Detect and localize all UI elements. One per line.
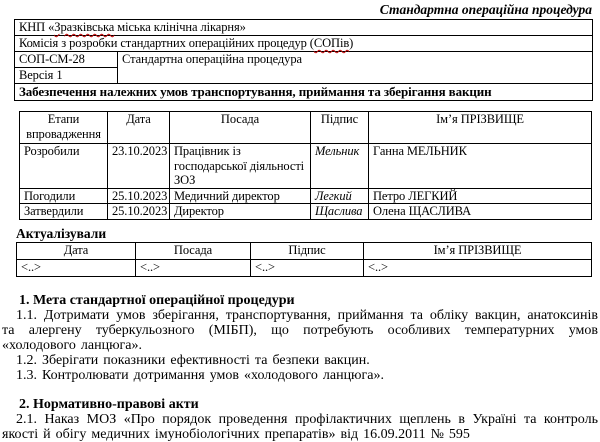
paragraph-1-1: 1.1. Дотримати умов зберігання, транспортування, приймання та обліку вакцин, анатоксинів та алергену туберкульозного (МІБП), що потребують особливих температурних умов «холодового ланцюга». [2, 307, 598, 353]
date-cell: 25.10.2023 [108, 204, 170, 220]
paragraph-2-1: 2.1. Наказ МОЗ «Про порядок проведення профілактичних щеплень в Україні та контроль якості й обігу медичних імунобіологічних препаратів» від 16.09.2011 № 595 [2, 411, 598, 442]
sop-title-cell: Забезпечення належних умов транспортування, приймання та зберігання вакцин [15, 84, 593, 101]
approval-row-approved [20, 204, 592, 220]
organization-row [15, 20, 593, 36]
approval-table [19, 111, 592, 220]
update-header-row [17, 242, 592, 259]
header-table [14, 19, 593, 101]
date-cell: 25.10.2023 [108, 188, 170, 204]
col-header-signature: Підпис [251, 242, 364, 259]
placeholder-cell: <..> [136, 259, 251, 276]
code-row [15, 52, 593, 68]
col-header-position: Посада [136, 242, 251, 259]
document-type-heading: Стандартна операційна процедура [379, 2, 592, 17]
document-body [0, 293, 600, 442]
signature-cell: Щаслива [311, 204, 369, 220]
placeholder-cell: <..> [17, 259, 136, 276]
commission-misspelled-word: СОПів [313, 36, 350, 50]
position-cell: Працівник із господарської діяльності ЗОЗ [170, 144, 311, 189]
position-cell: Директор [170, 204, 311, 220]
version-cell: Версія 1 [15, 68, 118, 84]
section-1-heading: 1. Мета стандартної операційної процедури [19, 292, 295, 308]
organization-misspelled-word: Зразківська [54, 20, 115, 34]
paragraph-1-3: 1.3. Контролювати дотримання умов «холодового ланцюга». [16, 367, 384, 383]
stage-cell: Затвердили [20, 204, 108, 220]
col-header-position: Посада [170, 112, 311, 144]
sop-title-row [15, 84, 593, 101]
sop-code-cell: СОП-СМ-28 [15, 52, 118, 68]
approval-row-agreed [20, 188, 592, 204]
placeholder-cell: <..> [251, 259, 364, 276]
signature-cell: Легкий [311, 188, 369, 204]
organization-text-suffix: міська клінічна лікарня» [114, 20, 246, 34]
commission-text-suffix: ) [349, 36, 354, 50]
update-placeholder-row [17, 259, 592, 276]
doc-type-cell: Стандартна операційна процедура [118, 52, 593, 84]
col-header-stage: Етапи впровадження [20, 112, 108, 144]
name-cell: Олена ЩАСЛИВА [369, 204, 592, 220]
update-section-label: Актуалізували [16, 225, 107, 241]
col-header-date: Дата [108, 112, 170, 144]
organization-text-prefix: КНП « [19, 20, 55, 34]
stage-cell: Розробили [20, 144, 108, 189]
col-header-name: Ім’я ПРІЗВИЩЕ [369, 112, 592, 144]
placeholder-cell: <..> [364, 259, 592, 276]
col-header-name: Ім’я ПРІЗВИЩЕ [364, 242, 592, 259]
organization-cell [15, 20, 593, 36]
position-cell: Медичний директор [170, 188, 311, 204]
col-header-date: Дата [17, 242, 136, 259]
col-header-signature: Підпис [311, 112, 369, 144]
section-2-heading: 2. Нормативно-правові акти [19, 396, 199, 412]
commission-cell [15, 36, 593, 52]
commission-row [15, 36, 593, 52]
stage-cell: Погодили [20, 188, 108, 204]
name-cell: Петро ЛЕГКИЙ [369, 188, 592, 204]
signature-cell: Мельник [311, 144, 369, 189]
update-table [16, 242, 592, 277]
commission-text-prefix: Комісія з розробки стандартних операційних процедур ( [19, 36, 314, 50]
approval-row-developed [20, 144, 592, 189]
name-cell: Ганна МЕЛЬНИК [369, 144, 592, 189]
approval-header-row [20, 112, 592, 144]
date-cell: 23.10.2023 [108, 144, 170, 189]
paragraph-1-2: 1.2. Зберігати показники ефективності та безпеки вакцин. [16, 352, 370, 368]
